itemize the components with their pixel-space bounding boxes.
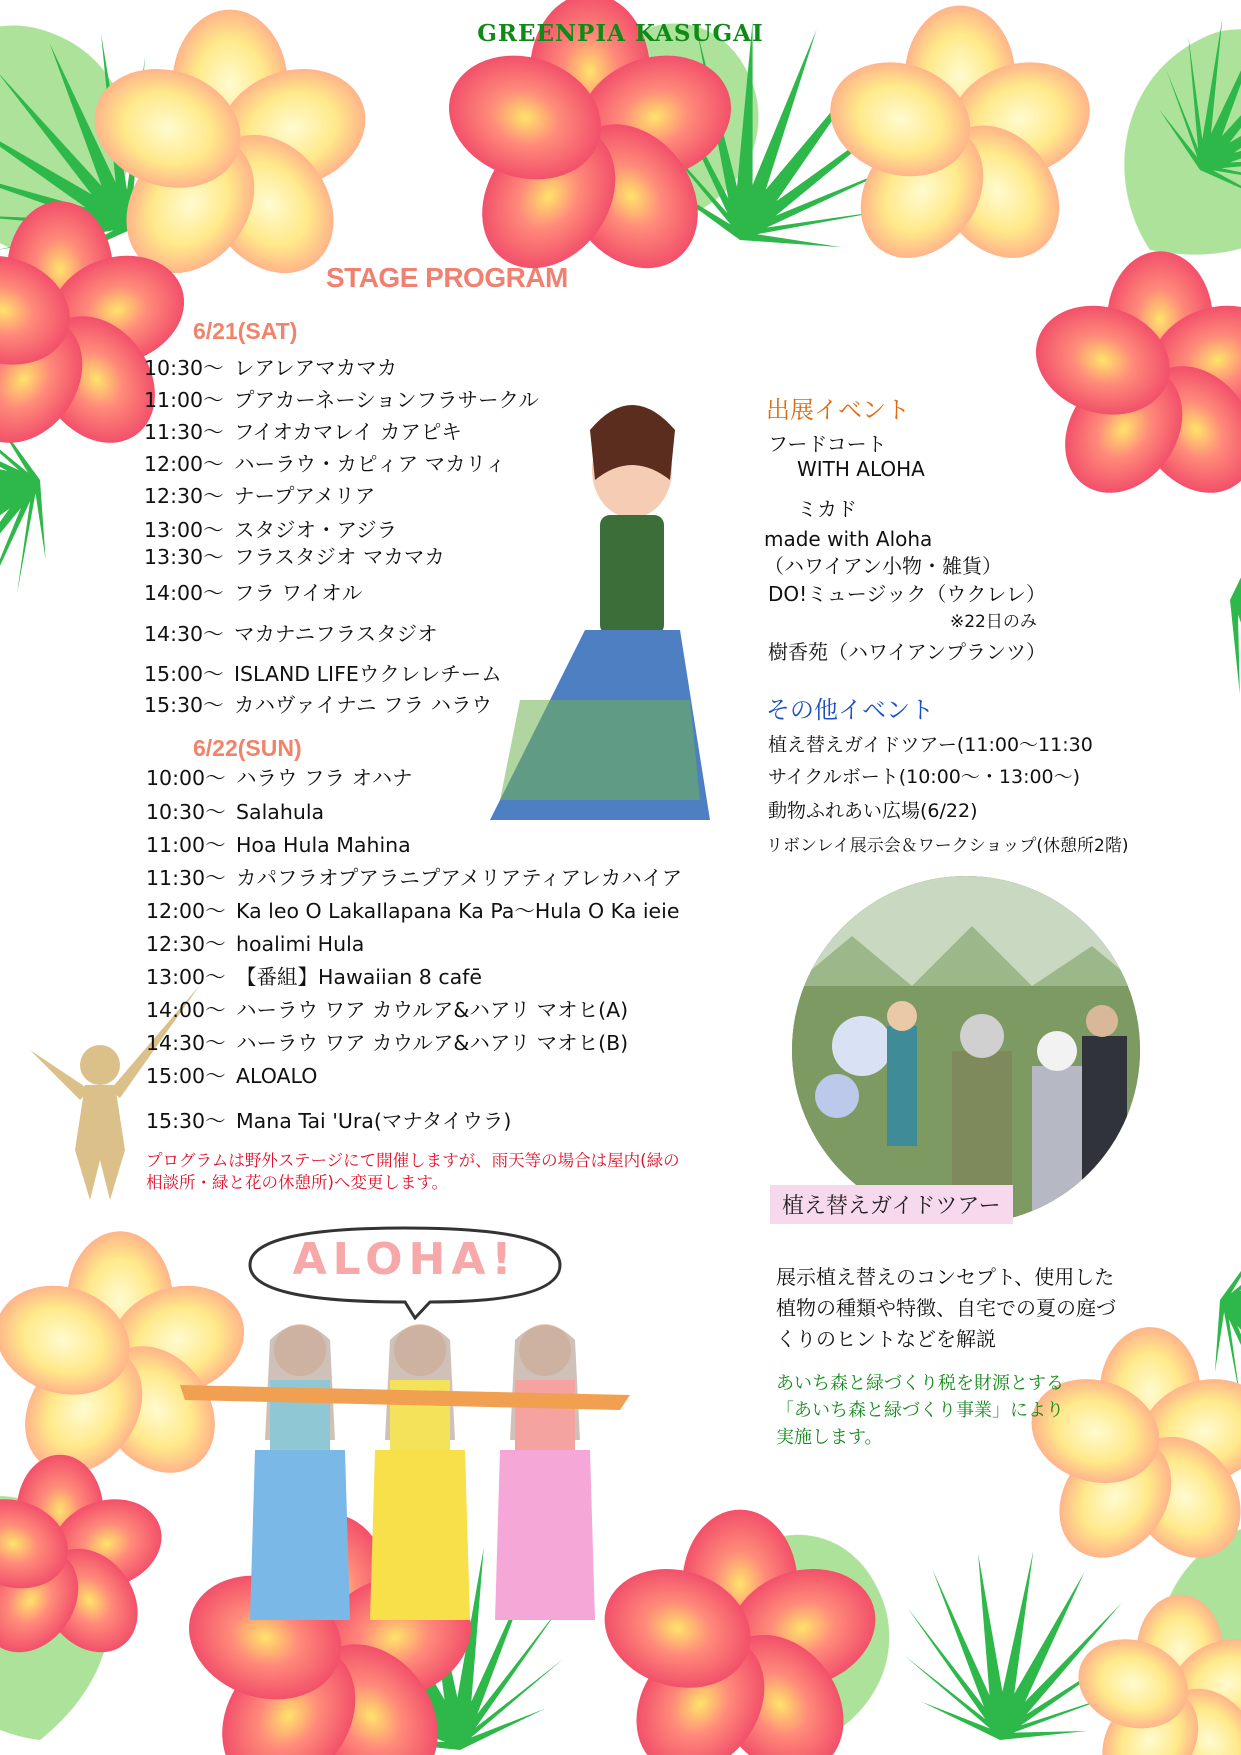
hula-girls-illustration [180,1324,630,1620]
schedule-row: 12:00～ ハーラウ・カピィア マカリィ [144,452,506,476]
schedule-row: 15:00～ ISLAND LIFEウクレレチーム [144,662,502,686]
schedule-row: 11:30～ フイオカマレイ カアピキ [144,420,462,444]
schedule-row: 15:30～ カハヴァイナニ フラ ハラウ [144,693,493,717]
day2-label: 6/22(SUN) [193,735,302,761]
exhibit-item: DO!ミュージック（ウクレレ） [768,582,1046,606]
guide-tour-caption: 植え替えガイドツアー [770,1185,1013,1224]
schedule-row: 13:00～ スタジオ・アジラ [144,518,398,542]
other-event-item: 植え替えガイドツアー(11:00～11:30 [768,734,1093,756]
schedule-row: 12:30～ hoalimi Hula [146,932,365,956]
exhibit-item: （ハワイアン小物・雑貨） [764,554,1002,578]
exhibit-events-heading: 出展イベント [766,396,910,424]
schedule-row: 11:00～ プアカーネーションフラサークル [144,388,539,412]
schedule-row: 10:30～ Salahula [146,800,325,824]
exhibit-item: made with Aloha [764,527,933,551]
other-events-heading: その他イベント [766,696,934,724]
tour-description: 展示植え替えのコンセプト、使用した 植物の種類や特徴、自宅での夏の庭づ くりのヒントなどを解説 [776,1265,1116,1351]
garden-tour-image [792,876,1140,1224]
other-event-item: 動物ふれあい広場(6/22) [768,800,978,822]
day2-schedule [146,765,682,1141]
exhibit-note: ※22日のみ [950,612,1037,632]
schedule-row: 10:30～ レアレアマカマカ [144,356,398,380]
exhibit-item: フードコート [768,432,887,456]
schedule-row: 12:30～ ナープアメリア [144,484,376,508]
aloha-speech-bubble [230,1220,580,1310]
schedule-row: 14:00～ ハーラウ ワア カウルア&ハアリ マオヒ(A) [146,998,629,1022]
schedule-row: 12:00～ Ka leo O LakaIlapana Ka Pa～Hula O Ka ieie [146,899,680,923]
guide-tour-photo [792,876,1140,1224]
schedule-row: 13:30～ フラスタジオ マカマカ [144,545,445,569]
day1-label: 6/21(SAT) [193,318,298,344]
day1-schedule [144,355,539,723]
schedule-row: 14:00～ フラ ワイオル [144,581,363,605]
funding-note: あいち森と緑づくり税を財源とする 「あいち森と緑づくり事業」により 実施します。 [776,1373,1064,1448]
rain-notice: プログラムは野外ステージにて開催しますが、雨天等の場合は屋内(緑の 相談所・緑と花の休憩所)へ変更します。 [146,1151,680,1192]
schedule-row: 15:00～ ALOALO [146,1064,318,1088]
stage-program-title: STAGE PROGRAM [326,262,568,293]
brand-title: GREENPIA KASUGAI [477,20,764,47]
exhibit-item: WITH ALOHA [797,457,925,481]
schedule-row: 13:00～ 【番組】Hawaiian 8 cafē [146,965,482,989]
schedule-row: 10:00～ ハラウ フラ オハナ [146,766,413,790]
schedule-row: 11:00～ Hoa Hula Mahina [146,833,411,857]
other-event-item: サイクルボート(10:00～・13:00～) [768,766,1081,788]
other-event-item: リボンレイ展示会＆ワークショップ(休憩所2階) [766,836,1129,856]
schedule-row: 14:30～ マカナニフラスタジオ [144,622,438,646]
aloha-text: ALOHA! [292,1234,518,1285]
exhibit-item: ミカド [797,497,857,521]
exhibit-item: 樹香苑（ハワイアンプランツ） [768,640,1046,664]
schedule-row: 14:30～ ハーラウ ワア カウルア&ハアリ マオヒ(B) [146,1031,629,1055]
schedule-row: 15:30～ Mana Tai 'Ura(マナタイウラ) [146,1109,512,1133]
schedule-row: 11:30～ カパフラオプアラニプアメリアティアレカハイア [146,866,683,890]
